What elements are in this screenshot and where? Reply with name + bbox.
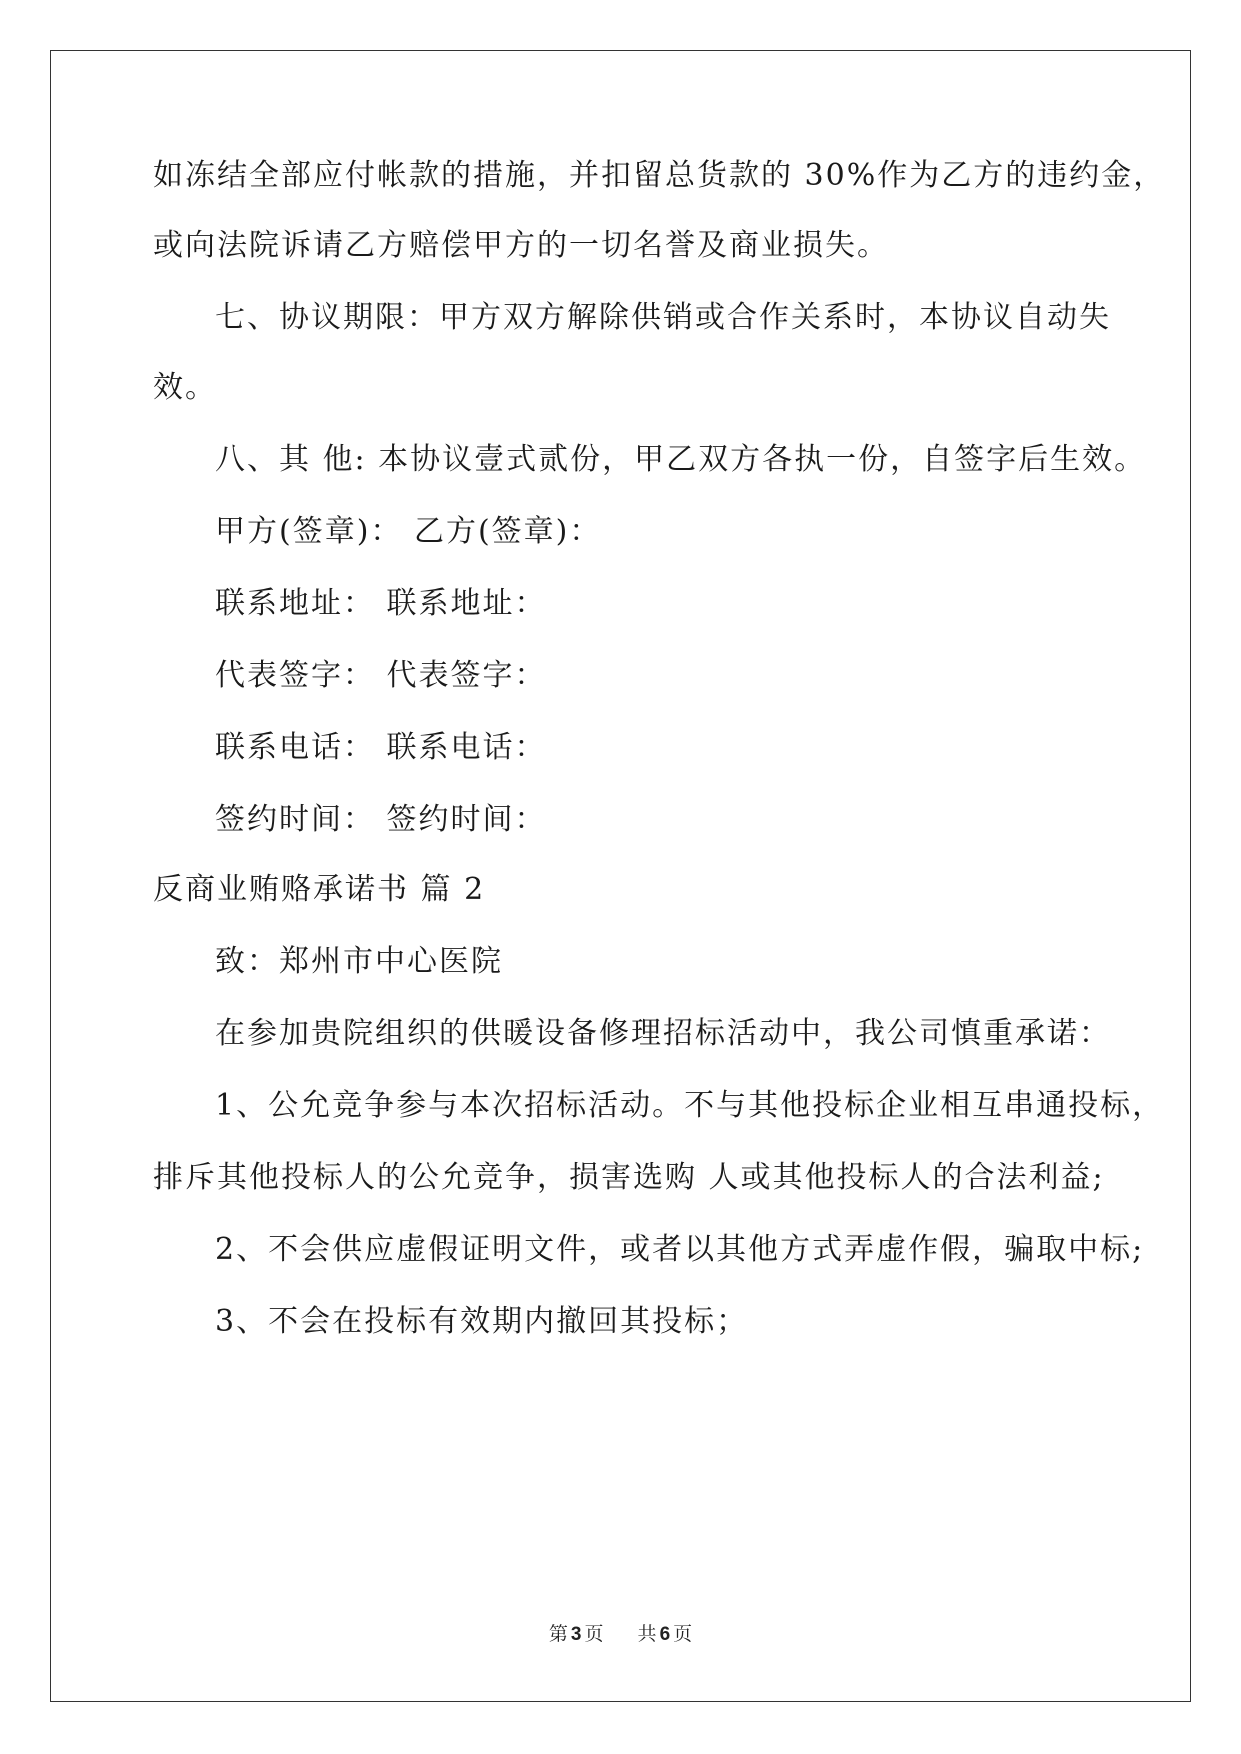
page-total: 6	[659, 1624, 671, 1645]
intro-paragraph: 在参加贵院组织的供暖设备修理招标活动中，我公司慎重承诺：	[215, 1016, 1111, 1051]
page-suffix: 页	[584, 1623, 604, 1645]
section-heading: 反商业贿赂承诺书 篇 2	[153, 872, 486, 907]
signature-line-seal: 甲方(签章)： 乙方(签章)：	[215, 514, 602, 549]
page-current: 3	[570, 1624, 582, 1645]
pledge-item-1: 1、公允竞争参与本次招标活动。不与其他投标企业相互串通投标，	[215, 1088, 1165, 1123]
text-line: 效。	[153, 370, 217, 405]
page-footer	[0, 1622, 1241, 1647]
total-suffix: 页	[673, 1623, 693, 1645]
signature-line-address: 联系地址： 联系地址：	[215, 586, 547, 621]
signature-line-date: 签约时间： 签约时间：	[215, 802, 547, 837]
text-line: 排斥其他投标人的公允竞争，损害选购 人或其他投标人的合法利益;	[153, 1160, 1105, 1195]
page-prefix: 第	[548, 1623, 568, 1645]
text-line: 如冻结全部应付帐款的措施，并扣留总货款的 30%作为乙方的违约金，	[153, 158, 1166, 193]
text-line: 或向法院诉请乙方赔偿甲方的一切名誉及商业损失。	[153, 228, 889, 263]
total-prefix: 共	[637, 1623, 657, 1645]
signature-line-representative: 代表签字： 代表签字：	[215, 658, 547, 693]
addressee: 致：郑州市中心医院	[215, 944, 503, 979]
clause-eight: 八、其 他: 本协议壹式贰份，甲乙双方各执一份，自签字后生效。	[215, 442, 1147, 477]
pledge-item-3: 3、不会在投标有效期内撤回其投标；	[215, 1304, 749, 1339]
clause-seven: 七、协议期限：甲方双方解除供销或合作关系时，本协议自动失	[215, 300, 1111, 335]
pledge-item-2: 2、不会供应虚假证明文件，或者以其他方式弄虚作假，骗取中标;	[215, 1232, 1145, 1267]
signature-line-phone: 联系电话： 联系电话：	[215, 730, 547, 765]
